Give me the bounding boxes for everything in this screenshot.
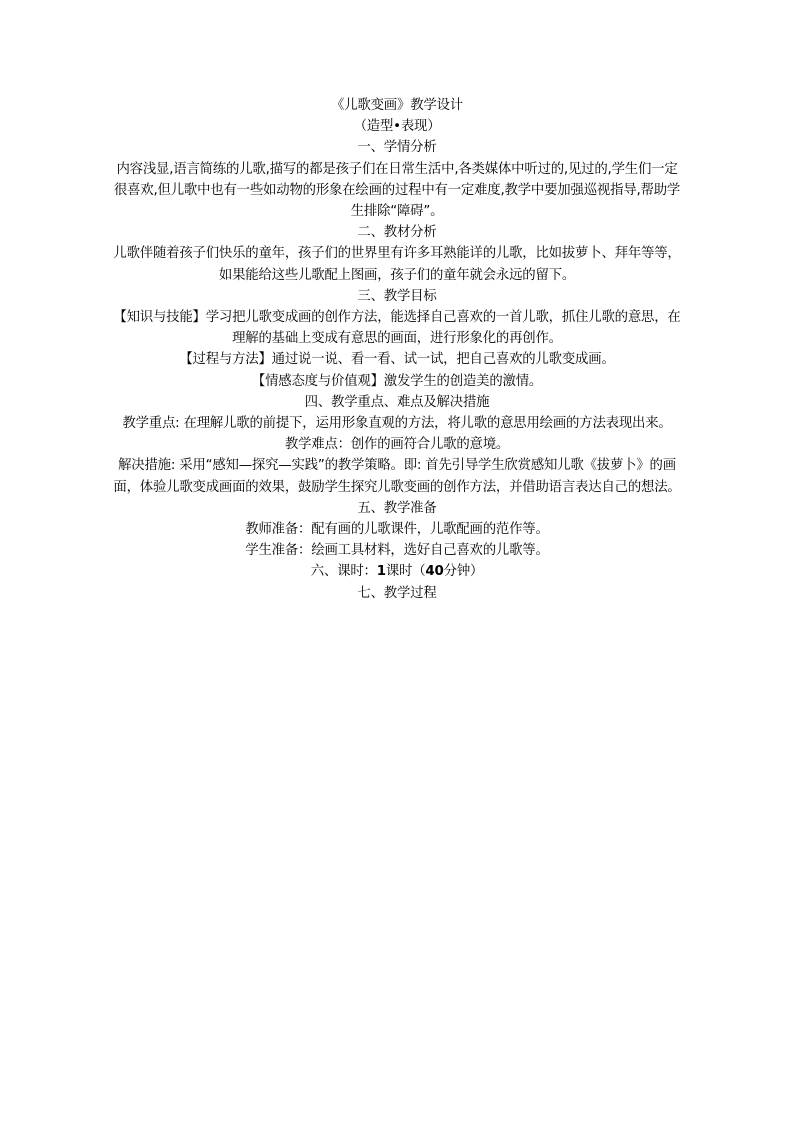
goal-process-methods: 【过程与方法】通过说一说、看一看、试一试，把自己喜欢的儿歌变成画。 bbox=[179, 352, 615, 368]
learner-analysis-text: 内容浅显,语言简练的儿歌,描写的都是孩子们在日常生活中,各类媒体中听过的,见过的,学生们一定很喜欢,但儿歌中也有一些如动物的形象在绘画的过程中有一定难度,教学中要加强巡视指导,帮助学生排除“障碍”。 bbox=[113, 161, 681, 220]
student-preparation-text: 学生准备：绘画工具材料，选好自己喜欢的儿歌等。 bbox=[245, 543, 549, 559]
goal-emotion-values: 【情感态度与价值观】激发学生的创造美的激情。 bbox=[251, 373, 543, 389]
document-page bbox=[113, 95, 681, 604]
class-hours-prefix: 六、课时： bbox=[310, 564, 377, 580]
class-hours-suffix: 分钟） bbox=[443, 564, 484, 580]
class-hours-count: 1 bbox=[376, 564, 386, 580]
class-hours-line bbox=[113, 561, 681, 582]
section-heading-preparation: 五、教学准备 bbox=[357, 500, 437, 516]
key-point-text: 教学重点: 在理解儿歌的前提下，运用形象直观的方法，将儿歌的意思用绘画的方法表现出来。 bbox=[122, 416, 672, 432]
material-analysis-text: 儿歌伴随着孩子们快乐的童年，孩子们的世界里有许多耳熟能详的儿歌，比如拔萝卜、拜年等等，如果能给这些儿歌配上图画，孩子们的童年就会永远的留下。 bbox=[113, 246, 681, 283]
section-heading-teaching-process: 七、教学过程 bbox=[357, 585, 437, 601]
difficulty-text: 教学难点：创作的画符合儿歌的意境。 bbox=[284, 437, 510, 453]
teacher-preparation-text: 教师准备：配有画的儿歌课件，儿歌配画的范作等。 bbox=[245, 522, 549, 538]
solution-text: 解决措施: 采用“感知—探究—实践”的教学策略。即: 首先引导学生欣赏感知儿歌《拔萝卜》的画面，体验儿歌变成画面的效果，鼓励学生探究儿歌变画的创作方法，并借助语言表达自己的想法。 bbox=[113, 458, 681, 495]
section-heading-learner-analysis: 一、学情分析 bbox=[357, 140, 437, 156]
section-heading-key-points: 四、教学重点、难点及解决措施 bbox=[304, 394, 490, 410]
class-minutes-count: 40 bbox=[425, 564, 444, 580]
section-heading-material-analysis: 二、教材分析 bbox=[357, 225, 437, 241]
document-subtitle: （造型•表现） bbox=[353, 119, 441, 135]
class-hours-mid: 课时（ bbox=[385, 564, 426, 580]
section-heading-teaching-goals: 三、教学目标 bbox=[357, 288, 437, 304]
document-title: 《儿歌变画》教学设计 bbox=[331, 98, 463, 113]
goal-knowledge-skills: 【知识与技能】学习把儿歌变成画的创作方法，能选择自己喜欢的一首儿歌，抓住儿歌的意思，在理解的基础上变成有意思的画面，进行形象化的再创作。 bbox=[113, 310, 681, 347]
